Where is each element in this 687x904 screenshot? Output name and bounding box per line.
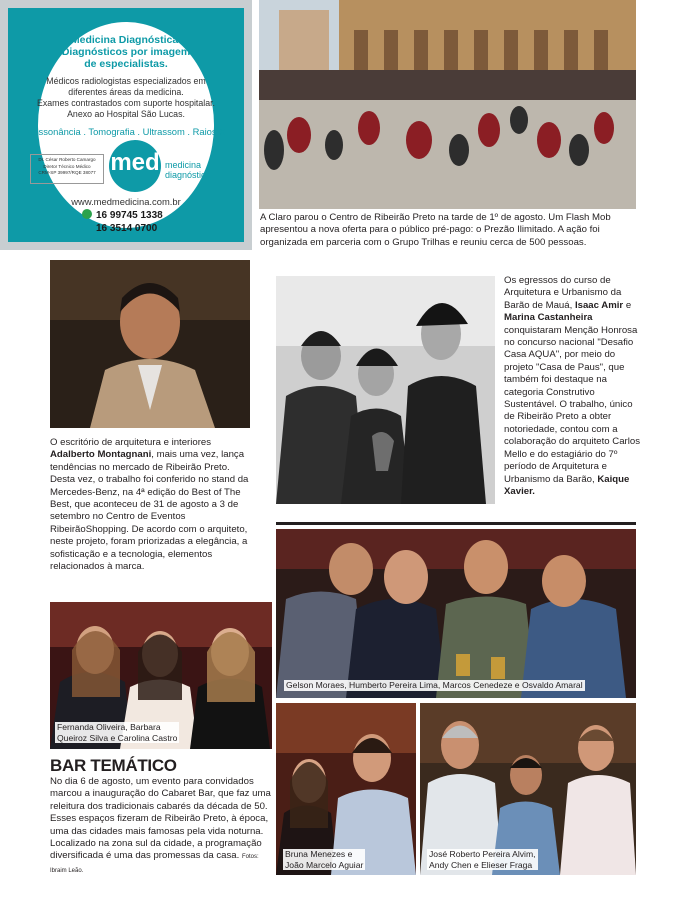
architecture-name-kaique: Kaique Xavier. [504,473,630,497]
flashmob-photo [259,0,636,209]
couple-caption-line-1: Bruna Menezes e [285,849,353,859]
section-divider [276,522,636,525]
ad-services: Ressonância . Tomografia . Ultrassom . Raios X [26,126,226,137]
flashmob-caption: A Claro parou o Centro de Ribeirão Preto na tarde de 1º de agosto. Um Flash Mob apresentou a nova oferta para o público pré-pago: o Prezão Ilimitado. A ação foi organizada em parceria com o Grupo Trilhas e reuniu cerca de 500 pessoas. [260,212,611,248]
ad-body-4: Anexo ao Hospital São Lucas. [67,109,185,119]
architecture-award-photo [276,276,495,504]
phone-icon [82,222,92,232]
ad-phone-row [82,222,157,234]
whatsapp-icon [82,209,92,219]
med-logo-text: med [110,149,160,176]
architecture-caption [504,275,642,498]
ad-doctor-crm: CRM-SP 39997/RQE 38077 [38,170,96,175]
ad-logo-sub-1: medicina [165,160,202,170]
women-caption-line-2: Queiroz Silva e Carolina Castro [57,732,178,743]
architecture-name-isaac: Isaac Amir [574,299,624,311]
couple-caption-line-2: João Marcelo Aguiar [285,859,364,870]
ad-website: www.medmedicina.com.br [71,196,181,207]
med-advertisement [0,0,252,250]
architecture-trio [276,276,495,504]
adalberto-caption [50,437,256,573]
architecture-name-marina: Marina Castanheira [504,312,593,324]
ad-headline-3: de especialistas. [84,58,168,70]
couple-caption [283,849,365,870]
ad-brand: MED [114,22,138,34]
ad-phone-number: 16 3514 0700 [96,223,158,234]
trio-caption-line-1: José Roberto Pereira Alvim, [429,849,536,859]
bar-tematico-title: BAR TEMÁTICO [50,756,177,775]
adalberto-portrait [50,260,250,428]
flashmob-scene [259,0,636,209]
ad-body-1: Médicos radiologistas especializados em [46,76,206,86]
bar-tematico-body: No dia 6 de agosto, um evento para convidados marcou a inauguração do Cabaret Bar, que faz uma releitura dos tradicionais cabarés da década de 50. Esses espaços fizeram de Ribeirão Preto, à época, uma das cidades mais famosas pela vida noturna. Localizado na zona sul da cidade, a programação diversificada é uma das promessas da casa. [50,776,271,862]
photo-credit: Fotos: Ibraim Leão. [50,854,259,874]
women-caption-line-1: Fernanda Oliveira, Barbara [57,722,161,732]
bar-tematico-text [50,776,275,877]
ad-doctor-box [30,154,104,184]
architecture-caption-1: Os egressos do curso de Arquitetura e Urbanismo da Barão de Mauá, [504,275,622,311]
ad-body-3: Exames contrastados com suporte hospitalar. [37,98,215,108]
ad-whatsapp-number: 16 99745 1338 [96,210,163,221]
trio-caption [427,849,538,870]
adalberto-caption-post: , mais uma vez, lança tendências no mercado de Ribeirão Preto. Desta vez, o trabalho foi conferido no stand da Mercedes-Benz, na 4ª edição do Best of The Best, que aconteceu de 31 de agosto a 3 de setembro no Centro de Eventos RibeirãoShopping. De acordo com o arquiteto, neste projeto, foram priorizadas a elegância, a sofisticação e a tecnologia, elementos relacionados à marca. [50,449,249,573]
ad-whatsapp-row [82,209,163,221]
ad-headline-2: Diagnósticos por imagem [61,46,191,58]
ad-headline-1: Medicina Diagnóstica. [70,34,182,46]
adalberto-name: Adalberto Montagnani [50,449,152,461]
architecture-caption-3: conquistaram Menção Honrosa no concurso nacional "Desafio Casa AQUA", por meio do projeto "Casa de Paus", que também foi destaque na categoria Construtivo Sustentável. O trabalho, único de Ribeirão Preto a obter notoriedade, contou com a colaboração do arquiteto Carlos Mello e do estagiário do 7º período de Arquitetura e Urbanismo da Barão, [504,324,640,485]
group-four-men [276,529,636,698]
ad-doctor-title: Diretor Técnico Médico [43,163,91,169]
ad-panel [8,8,244,242]
ad-logo-sub-2: diagnóstica [165,170,211,180]
architecture-caption-2: e [625,299,632,311]
women-caption [55,722,179,743]
med-logo-icon [109,140,161,192]
ad-body-2: diferentes áreas da medicina. [68,87,184,97]
trio-caption-line-2: Andy Chen e Elieser Fraga [429,859,533,870]
group-caption: Gelson Moraes, Humberto Pereira Lima, Marcos Cenedeze e Osvaldo Amaral [286,680,583,690]
group-photo [276,529,636,698]
ad-doctor-name: Dr. César Roberto Camargo [38,157,96,162]
adalberto-photo [50,260,250,428]
adalberto-caption-pre: O escritório de arquitetura e interiores [50,437,212,448]
